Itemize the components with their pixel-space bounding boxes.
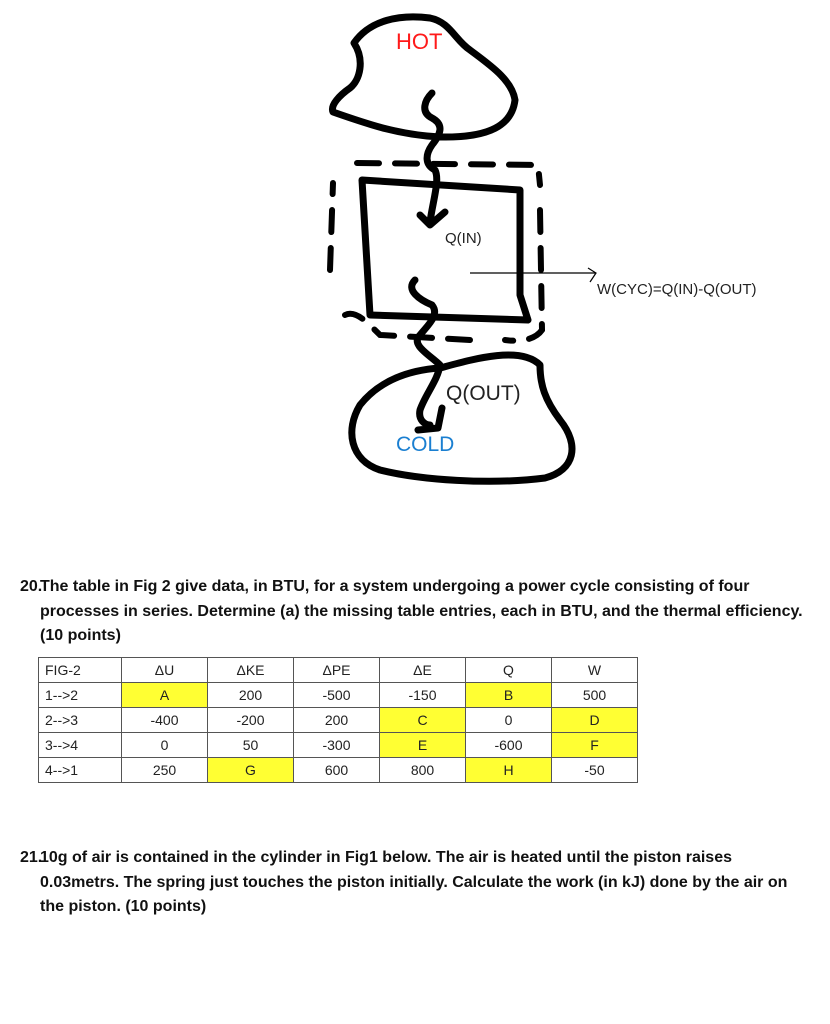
table-cell: -600 xyxy=(466,733,552,758)
header-cell: FIG-2 xyxy=(39,658,122,683)
hot-label: HOT xyxy=(396,29,443,54)
fig2-table xyxy=(38,657,638,783)
table-cell: 4-->1 xyxy=(39,758,122,783)
table-cell: -400 xyxy=(122,708,208,733)
table-cell: -50 xyxy=(552,758,638,783)
q-in-label: Q(IN) xyxy=(445,230,482,247)
table-cell: 250 xyxy=(122,758,208,783)
table-cell: -500 xyxy=(294,683,380,708)
header-cell: Q xyxy=(466,658,552,683)
table-cell: C xyxy=(380,708,466,733)
system-boundary xyxy=(362,180,528,320)
question-number: 20. xyxy=(20,578,43,595)
table-cell: 0 xyxy=(122,733,208,758)
table-cell: A xyxy=(122,683,208,708)
table-row xyxy=(39,733,638,758)
question-21 xyxy=(20,846,810,920)
header-cell: ΔU xyxy=(122,658,208,683)
table-cell: D xyxy=(552,708,638,733)
table-row xyxy=(39,708,638,733)
question-text: 10g of air is contained in the cylinder in Fig1 below. The air is heated until the piston raises 0.03metrs. The spring just touches the piston initially. Calculate the work (in kJ) done by the air on the piston. (10 points) xyxy=(40,849,788,915)
question-text: The table in Fig 2 give data, in BTU, for a system undergoing a power cycle consisting of four processes in series. Determine (a) the missing table entries, each in BTU, and the thermal efficiency. (10 points) xyxy=(40,578,803,644)
cold-label: COLD xyxy=(396,433,455,456)
table-cell: 50 xyxy=(208,733,294,758)
header-cell: W xyxy=(552,658,638,683)
question-20 xyxy=(20,575,810,649)
work-label: W(CYC)=Q(IN)-Q(OUT) xyxy=(597,281,757,298)
table-cell: 1-->2 xyxy=(39,683,122,708)
table-cell: -200 xyxy=(208,708,294,733)
header-cell: ΔPE xyxy=(294,658,380,683)
table-cell: 3-->4 xyxy=(39,733,122,758)
table-cell: 200 xyxy=(208,683,294,708)
question-number: 21. xyxy=(20,849,43,866)
table-cell: B xyxy=(466,683,552,708)
table-cell: 500 xyxy=(552,683,638,708)
table-cell: H xyxy=(466,758,552,783)
table-cell: 2-->3 xyxy=(39,708,122,733)
table-cell: 0 xyxy=(466,708,552,733)
table-cell: 600 xyxy=(294,758,380,783)
cold-reservoir-outline xyxy=(352,355,572,481)
q-out-label: Q(OUT) xyxy=(446,382,521,405)
heat-out-arrow xyxy=(412,280,442,430)
heat-in-arrow xyxy=(420,93,445,225)
table-cell: 800 xyxy=(380,758,466,783)
table-header-row xyxy=(39,658,638,683)
work-arrow xyxy=(470,268,596,282)
table-cell: -300 xyxy=(294,733,380,758)
table-cell: -150 xyxy=(380,683,466,708)
table-cell: E xyxy=(380,733,466,758)
table-cell: F xyxy=(552,733,638,758)
table-row xyxy=(39,683,638,708)
table-row xyxy=(39,758,638,783)
header-cell: ΔE xyxy=(380,658,466,683)
table-cell: 200 xyxy=(294,708,380,733)
table-cell: G xyxy=(208,758,294,783)
header-cell: ΔKE xyxy=(208,658,294,683)
